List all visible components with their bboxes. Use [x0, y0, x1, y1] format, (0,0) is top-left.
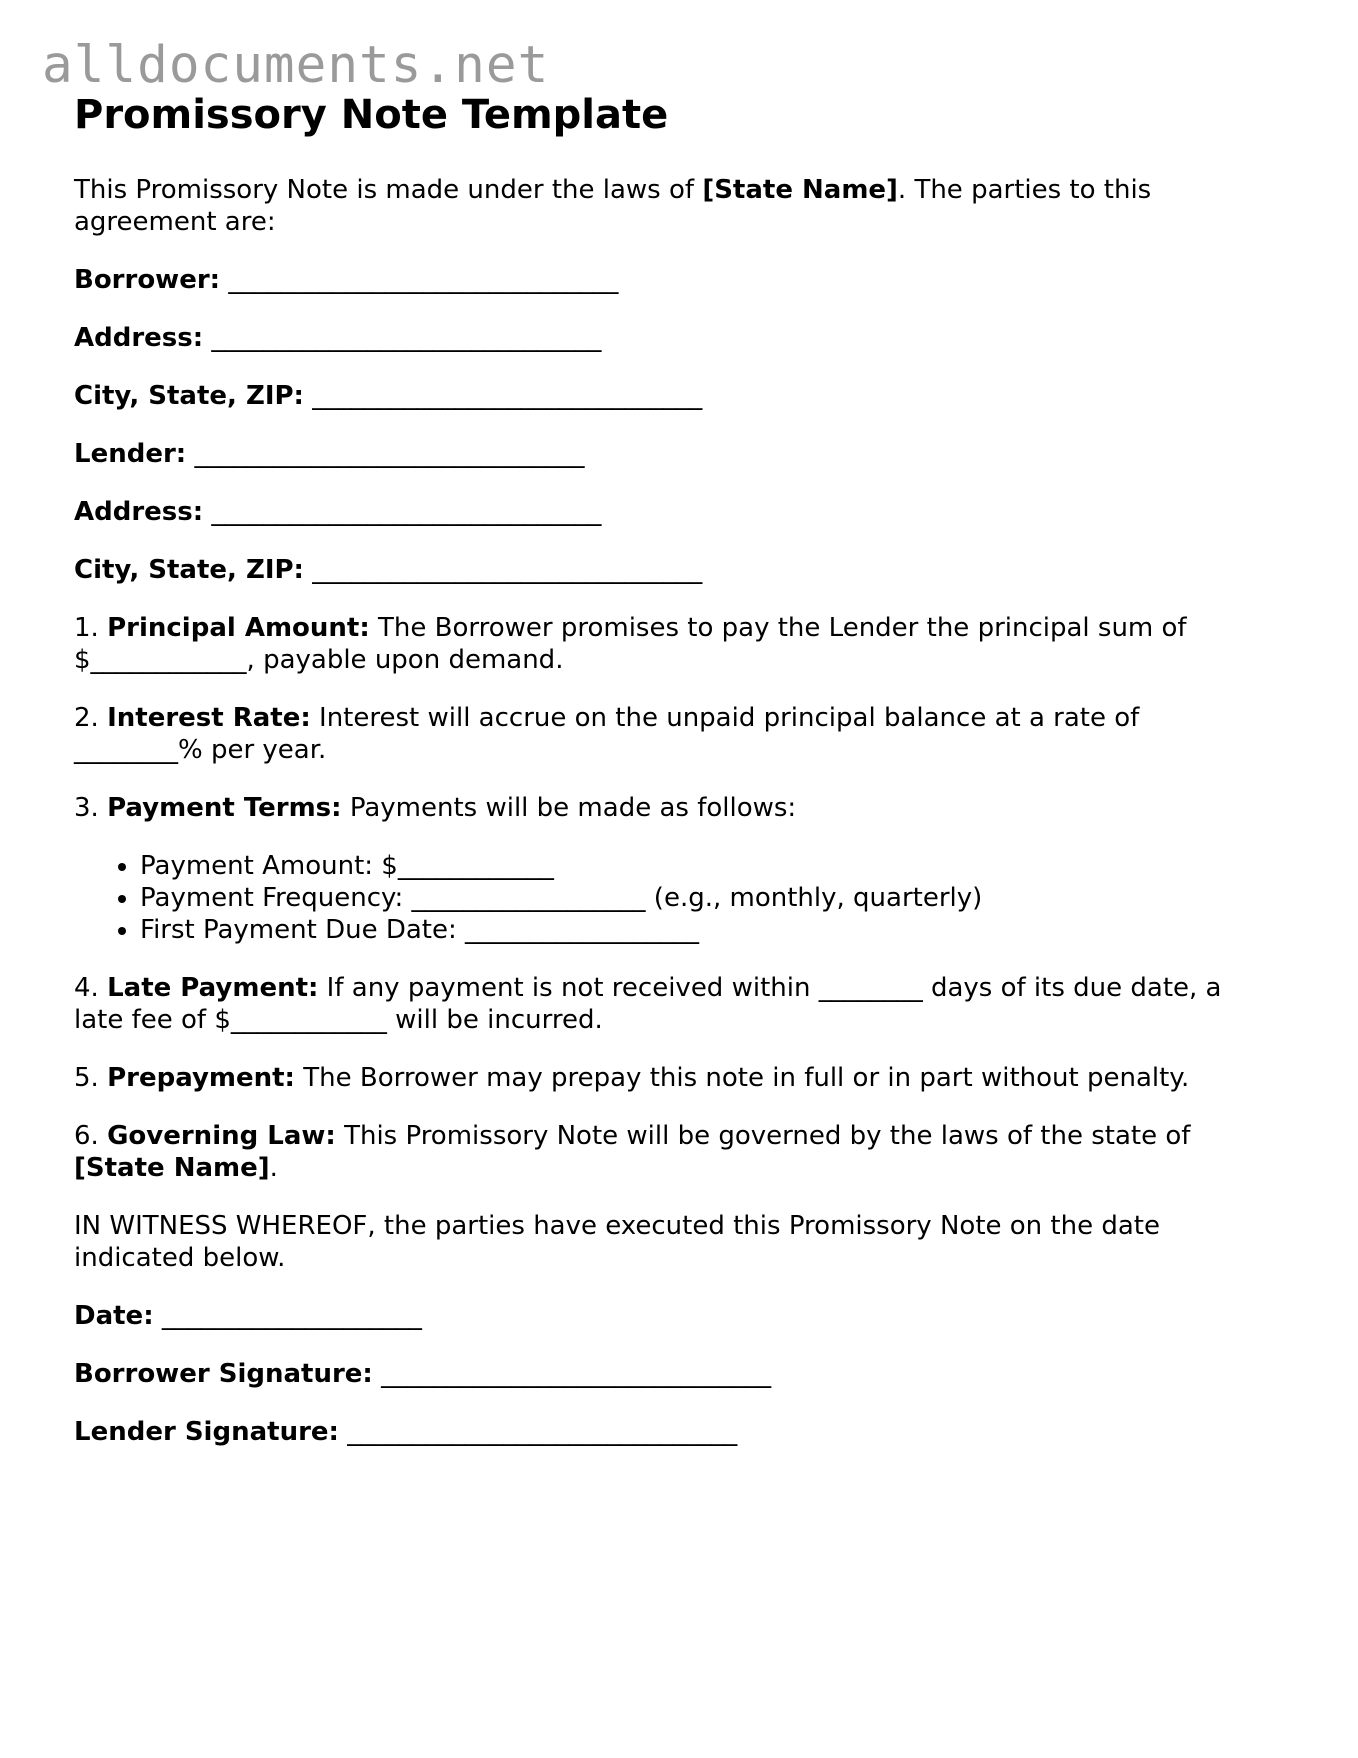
list-item-payment-frequency: • Payment Frequency: __________________ (e.g., monthly, quarterly) [140, 882, 1254, 914]
section-heading: Payment Terms: [107, 793, 342, 823]
section-heading: Governing Law: [107, 1121, 336, 1151]
blank-line[interactable]: ______________________________ [228, 265, 619, 295]
lender-city-state-zip-field[interactable] [74, 554, 1254, 586]
state-name-placeholder: [State Name] [74, 1153, 270, 1183]
field-label: Date: [74, 1301, 154, 1331]
section-heading: Principal Amount: [107, 613, 370, 643]
section-payment-terms [74, 792, 1254, 824]
field-label: Borrower Signature: [74, 1359, 373, 1389]
section-number: 4. [74, 973, 99, 1003]
section-text: Interest will accrue on the unpaid principal balance at a rate of ________% per year. [74, 703, 1140, 765]
list-item-payment-amount: • Payment Amount: $____________ [140, 850, 1254, 882]
borrower-city-state-zip-field[interactable] [74, 380, 1254, 412]
lender-address-field[interactable] [74, 496, 1254, 528]
intro-text: This Promissory Note is made under the laws of [74, 175, 703, 205]
blank-line[interactable]: ____________________ [161, 1301, 422, 1331]
section-text: The Borrower may prepay this note in full or in part without penalty. [294, 1063, 1190, 1093]
section-late-payment [74, 972, 1254, 1036]
section-interest-rate [74, 702, 1254, 766]
state-name-placeholder: [State Name] [702, 175, 898, 205]
lender-signature-field[interactable] [74, 1416, 1254, 1448]
section-heading: Prepayment: [107, 1063, 295, 1093]
blank-line[interactable]: ______________________________ [312, 381, 703, 411]
section-text: The Borrower promises to pay the Lender the principal sum of $____________, payable upon demand. [74, 613, 1187, 675]
section-text: This Promissory Note will be governed by the laws of the state of [335, 1121, 1191, 1151]
section-prepayment [74, 1062, 1254, 1094]
blank-line[interactable]: ______________________________ [211, 323, 602, 353]
lender-field[interactable] [74, 438, 1254, 470]
intro-paragraph [74, 174, 1254, 238]
payment-terms-list [74, 850, 1254, 946]
field-label: Address: [74, 323, 204, 353]
section-number: 5. [74, 1063, 99, 1093]
field-label: City, State, ZIP: [74, 555, 304, 585]
section-text-end: . [269, 1153, 278, 1183]
blank-line[interactable]: ______________________________ [194, 439, 585, 469]
blank-line[interactable]: ______________________________ [211, 497, 602, 527]
watermark: alldocuments.net [42, 36, 550, 95]
section-governing-law [74, 1120, 1254, 1184]
section-text: Payments will be made as follows: [341, 793, 797, 823]
blank-line[interactable]: ______________________________ [347, 1417, 738, 1447]
borrower-address-field[interactable] [74, 322, 1254, 354]
borrower-field[interactable] [74, 264, 1254, 296]
field-label: Lender Signature: [74, 1417, 339, 1447]
document-title: Promissory Note Template [74, 92, 669, 138]
section-number: 6. [74, 1121, 99, 1151]
field-label: Borrower: [74, 265, 221, 295]
field-label: City, State, ZIP: [74, 381, 304, 411]
section-heading: Late Payment: [107, 973, 319, 1003]
section-number: 2. [74, 703, 99, 733]
section-number: 3. [74, 793, 99, 823]
list-item-first-payment-due-date: • First Payment Due Date: __________________ [140, 914, 1254, 946]
blank-line[interactable]: ______________________________ [312, 555, 703, 585]
field-label: Lender: [74, 439, 187, 469]
intro-text-end: . The parties to this agreement are: [74, 175, 1152, 237]
date-field[interactable] [74, 1300, 1254, 1332]
borrower-signature-field[interactable] [74, 1358, 1254, 1390]
section-principal-amount [74, 612, 1254, 676]
section-heading: Interest Rate: [107, 703, 311, 733]
document-body [74, 90, 1254, 1474]
witness-paragraph: IN WITNESS WHEREOF, the parties have executed this Promissory Note on the date indicated below. [74, 1211, 1160, 1273]
field-label: Address: [74, 497, 204, 527]
blank-line[interactable]: ______________________________ [381, 1359, 772, 1389]
section-number: 1. [74, 613, 99, 643]
section-text: If any payment is not received within ________ days of its due date, a late fee of $____________ will be incurred. [74, 973, 1222, 1035]
